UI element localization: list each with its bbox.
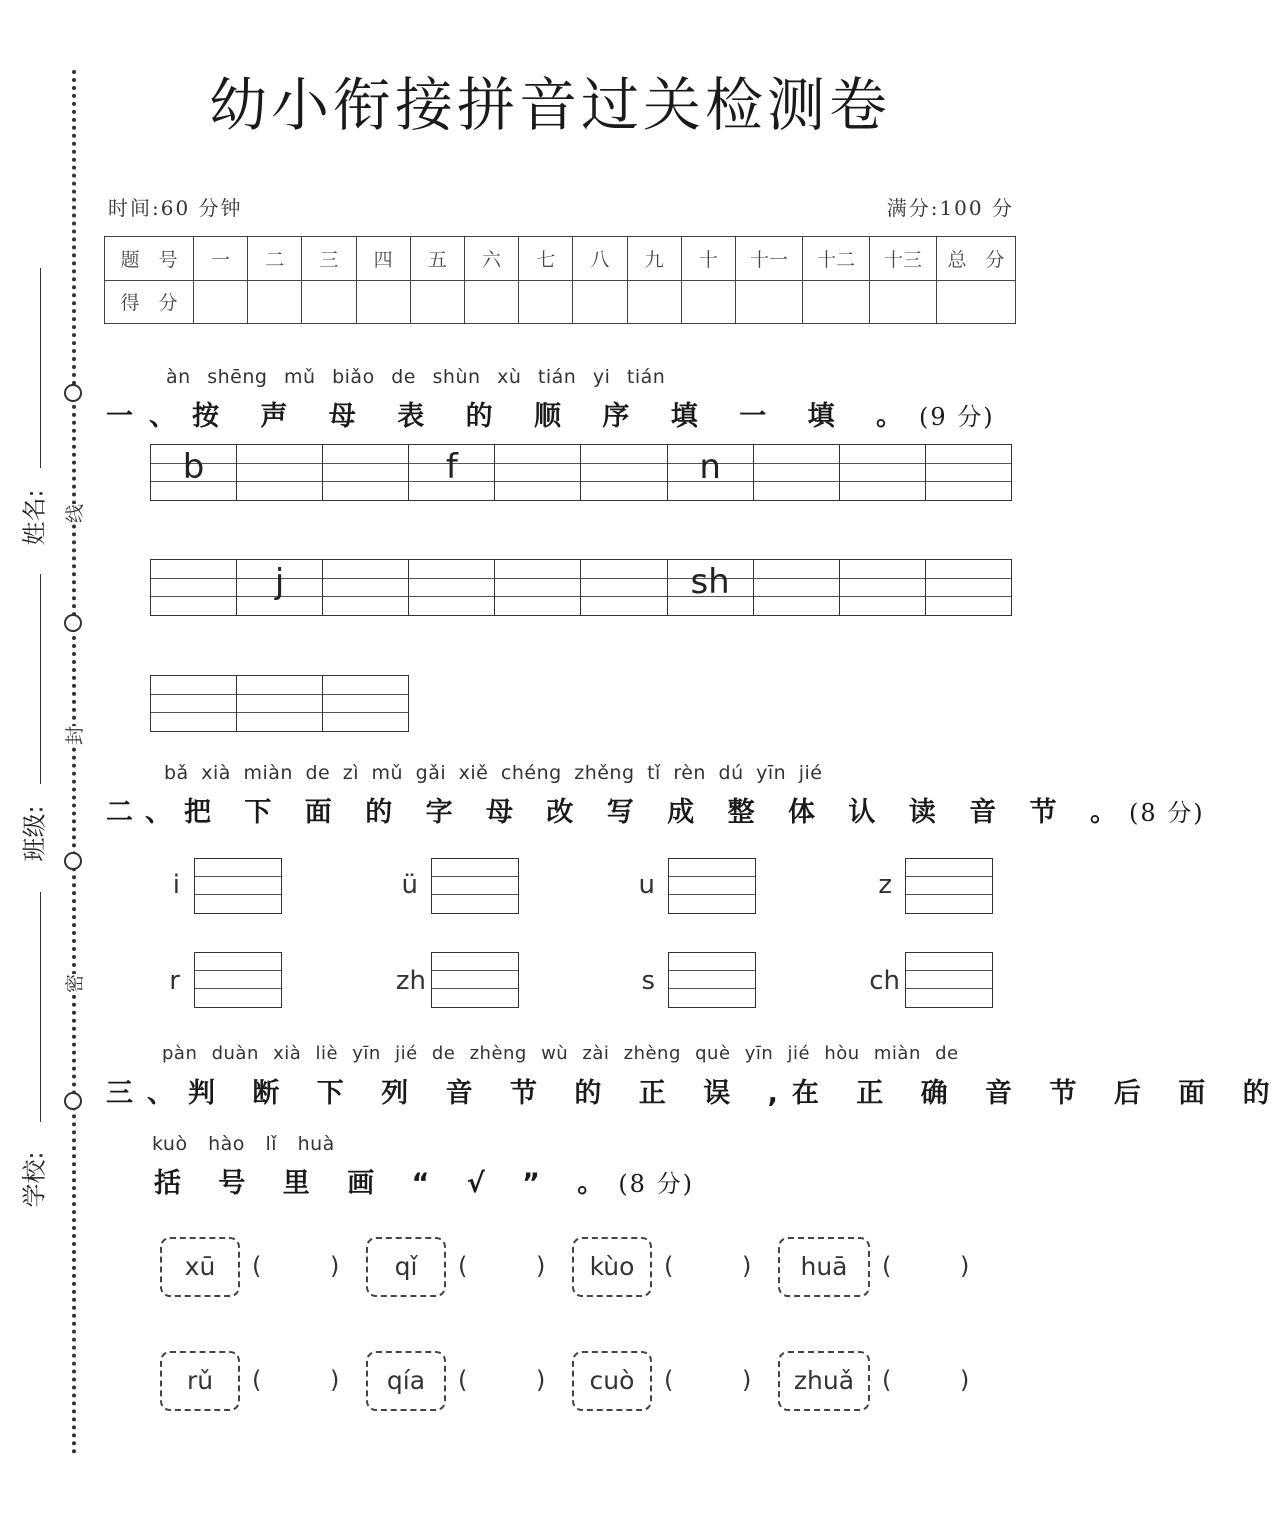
q1-pinyin: àn shēng mǔ biǎo de shùn xù tián yi tián — [166, 366, 666, 388]
writing-cell[interactable] — [581, 560, 667, 615]
exam-time: 时间:60 分钟 — [108, 196, 243, 220]
writing-cell[interactable] — [409, 445, 495, 500]
q2-answer-box[interactable] — [905, 952, 993, 1008]
writing-cell[interactable] — [840, 560, 926, 615]
answer-paren-open[interactable]: ( — [664, 1366, 674, 1394]
q2-letter: ch — [869, 966, 900, 996]
answer-paren-close: ) — [536, 1366, 546, 1394]
writing-cell[interactable] — [495, 560, 581, 615]
score-cell[interactable] — [519, 280, 573, 324]
binding-hole — [64, 1092, 82, 1110]
q1-title — [106, 394, 995, 433]
score-cell[interactable] — [464, 280, 518, 324]
score-header-cell: 十一 — [736, 237, 803, 281]
score-cell[interactable] — [937, 280, 1016, 324]
q3-score: (8 分) — [618, 1170, 694, 1198]
score-header-cell: 一 — [194, 237, 248, 281]
page-title: 幼小衔接拼音过关检测卷 — [208, 71, 891, 139]
score-header-cell: 二 — [248, 237, 302, 281]
writing-cell[interactable] — [237, 560, 323, 615]
answer-paren-open[interactable]: ( — [252, 1252, 262, 1280]
name-write-line — [40, 268, 41, 468]
score-header-cell: 十三 — [870, 237, 937, 281]
answer-paren-open[interactable]: ( — [252, 1366, 262, 1394]
binding-hole — [64, 614, 82, 632]
answer-paren-close: ) — [960, 1252, 970, 1280]
answer-paren-open[interactable]: ( — [882, 1366, 892, 1394]
answer-paren-close: ) — [536, 1252, 546, 1280]
q2-answer-box[interactable] — [668, 858, 756, 914]
score-row-label: 得 分 — [105, 280, 194, 324]
seal-char-feng: 封 — [60, 726, 87, 745]
writing-cell[interactable] — [581, 445, 667, 500]
writing-cell[interactable] — [495, 445, 581, 500]
syllable-box: zhuǎ — [778, 1351, 870, 1411]
seal-char-xian: 线 — [60, 504, 87, 523]
class-write-line — [40, 574, 41, 784]
q3-pinyin-line1: pàn duàn xià liè yīn jié de zhèng wù zài zhèng què yīn jié hòu miàn de — [162, 1043, 959, 1064]
q3-pinyin-line2: kuò hào lǐ huà — [152, 1133, 335, 1155]
q2-letter: s — [641, 966, 655, 996]
score-header-cell: 题 号 — [105, 237, 194, 281]
binding-dotted-line — [72, 70, 76, 1455]
school-write-line — [40, 892, 41, 1122]
q2-score: (8 分) — [1129, 799, 1205, 827]
answer-paren-close: ) — [960, 1366, 970, 1394]
score-header-cell: 十二 — [803, 237, 870, 281]
q1-score: (9 分) — [919, 403, 995, 431]
q2-answer-box[interactable] — [905, 858, 993, 914]
q1-grid-row2 — [150, 559, 1012, 616]
writing-cell[interactable] — [409, 560, 495, 615]
answer-paren-close: ) — [742, 1252, 752, 1280]
score-header-cell: 六 — [464, 237, 518, 281]
binding-hole — [64, 384, 82, 402]
q2-letter: z — [878, 870, 892, 900]
cell-letter: f — [445, 447, 458, 487]
cell-letter: sh — [690, 562, 730, 602]
score-cell[interactable] — [681, 280, 735, 324]
score-cell[interactable] — [302, 280, 356, 324]
score-table — [104, 236, 1016, 324]
score-header-cell: 五 — [410, 237, 464, 281]
q1-title-text: 一、按 声 母 表 的 顺 序 填 一 填 。 — [106, 401, 919, 432]
score-cell[interactable] — [573, 280, 627, 324]
writing-cell[interactable] — [237, 676, 323, 731]
score-cell[interactable] — [870, 280, 937, 324]
q2-answer-box[interactable] — [668, 952, 756, 1008]
q2-answer-box[interactable] — [194, 952, 282, 1008]
name-label: 姓名: — [20, 489, 49, 546]
score-header-cell: 九 — [627, 237, 681, 281]
q2-letter: i — [172, 870, 180, 900]
answer-paren-open[interactable]: ( — [458, 1252, 468, 1280]
writing-cell[interactable] — [323, 560, 409, 615]
score-cell[interactable] — [248, 280, 302, 324]
score-cell[interactable] — [410, 280, 464, 324]
q2-letter: r — [169, 966, 180, 996]
score-header-cell: 四 — [356, 237, 410, 281]
answer-paren-open[interactable]: ( — [664, 1252, 674, 1280]
score-cell[interactable] — [736, 280, 803, 324]
class-label: 班级: — [20, 805, 49, 862]
syllable-box: huā — [778, 1237, 870, 1297]
writing-cell[interactable] — [926, 445, 1011, 500]
q2-letter: zh — [395, 966, 426, 996]
cell-letter: b — [182, 447, 205, 487]
q2-title — [106, 790, 1205, 829]
full-score: 满分:100 分 — [886, 196, 1014, 220]
score-table-score-row — [105, 280, 1016, 324]
q2-letter: u — [638, 870, 655, 900]
score-header-cell: 三 — [302, 237, 356, 281]
answer-paren-close: ) — [330, 1366, 340, 1394]
binding-hole — [64, 852, 82, 870]
q2-pinyin: bǎ xià miàn de zì mǔ gǎi xiě chéng zhěng tǐ rèn dú yīn jié — [164, 762, 823, 784]
cell-letter: n — [699, 447, 721, 487]
score-header-cell: 八 — [573, 237, 627, 281]
score-cell[interactable] — [627, 280, 681, 324]
answer-paren-close: ) — [742, 1366, 752, 1394]
q2-letter: ü — [401, 870, 418, 900]
q3-title-line1: 三、判 断 下 列 音 节 的 正 误 ,在 正 确 音 节 后 面 的 — [106, 1078, 1284, 1109]
score-header-cell: 总 分 — [937, 237, 1016, 281]
syllable-box: xū — [160, 1237, 240, 1297]
writing-cell[interactable] — [323, 445, 409, 500]
q2-answer-box[interactable] — [431, 952, 519, 1008]
q2-answer-box[interactable] — [194, 858, 282, 914]
q3-title-line2 — [154, 1161, 694, 1200]
q1-grid-row1 — [150, 444, 1012, 501]
score-cell[interactable] — [194, 280, 248, 324]
writing-cell[interactable] — [323, 676, 408, 731]
writing-cell[interactable] — [151, 445, 237, 500]
answer-paren-open[interactable]: ( — [882, 1252, 892, 1280]
syllable-box: qǐ — [366, 1237, 446, 1297]
q2-answer-box[interactable] — [431, 858, 519, 914]
q2-title-text: 二、把 下 面 的 字 母 改 写 成 整 体 认 读 音 节 。 — [106, 797, 1129, 828]
writing-cell[interactable] — [926, 560, 1011, 615]
syllable-box: qía — [366, 1351, 446, 1411]
syllable-box: rǔ — [160, 1351, 240, 1411]
school-label: 学校: — [20, 1151, 49, 1208]
writing-cell[interactable] — [754, 445, 840, 500]
cell-letter: j — [274, 562, 285, 602]
writing-cell[interactable] — [151, 676, 237, 731]
seal-char-mi: 密 — [60, 974, 87, 993]
writing-cell[interactable] — [668, 560, 754, 615]
writing-cell[interactable] — [754, 560, 840, 615]
score-table-header-row — [105, 237, 1016, 281]
answer-paren-open[interactable]: ( — [458, 1366, 468, 1394]
writing-cell[interactable] — [840, 445, 926, 500]
syllable-box: kùo — [572, 1237, 652, 1297]
score-cell[interactable] — [803, 280, 870, 324]
score-header-cell: 十 — [681, 237, 735, 281]
answer-paren-close: ) — [330, 1252, 340, 1280]
q1-grid-row3 — [150, 675, 409, 732]
q3-title-text: 括 号 里 画 “ √ ” 。 — [154, 1168, 619, 1199]
syllable-box: cuò — [572, 1351, 652, 1411]
writing-cell[interactable] — [668, 445, 754, 500]
score-cell[interactable] — [356, 280, 410, 324]
writing-cell[interactable] — [151, 560, 237, 615]
writing-cell[interactable] — [237, 445, 323, 500]
score-header-cell: 七 — [519, 237, 573, 281]
